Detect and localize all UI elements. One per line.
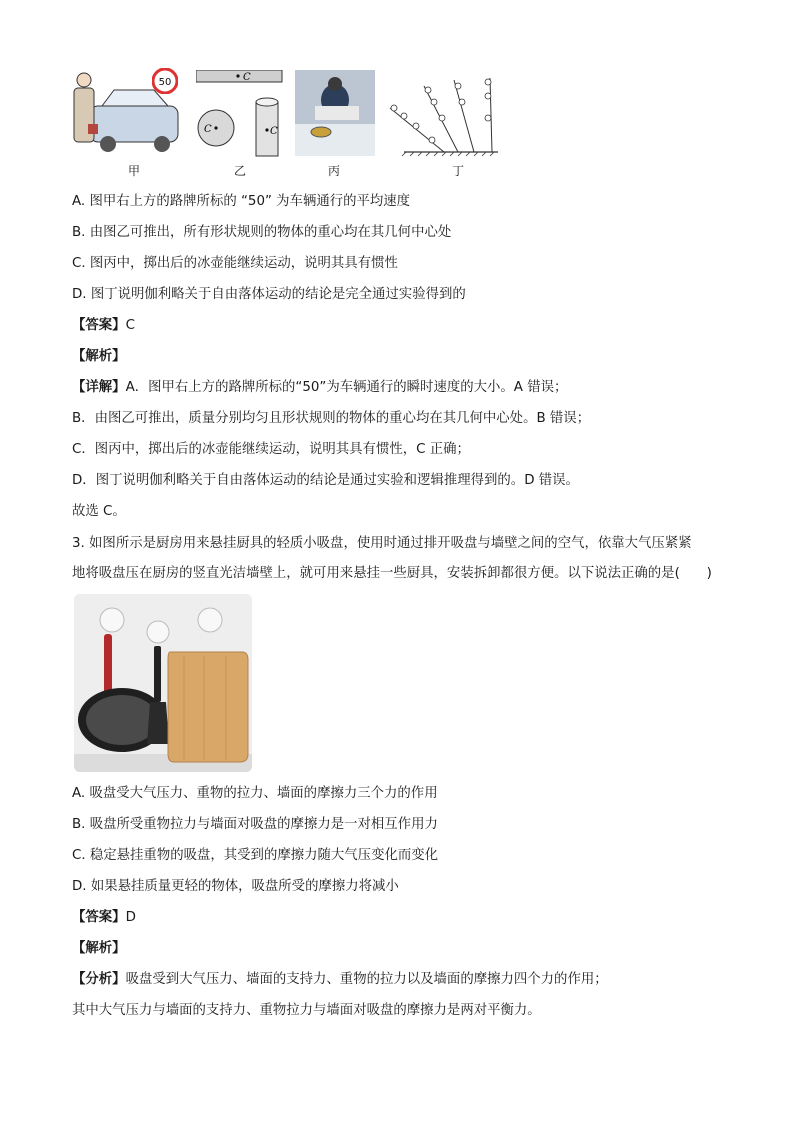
figure-bing-curling-photo — [295, 70, 375, 156]
figure-label-yi: 乙 — [233, 164, 246, 178]
q2-detail-label: 【详解】 — [72, 380, 126, 395]
figure-label-jia: 甲 — [127, 164, 140, 178]
q3-answer-label: 【答案】 — [72, 910, 126, 925]
q3-option-d: D. 如果悬挂质量更轻的物体，吸盘所受的摩擦力将减小 — [72, 879, 399, 894]
speed-sign-icon — [152, 68, 178, 94]
q3-stem-line-2: 地将吸盘压在厨房的竖直光洁墙壁上，就可用来悬挂一些厨具，安装拆卸都很方便。以下说法正确的是( ) — [72, 566, 712, 581]
q2-answer — [72, 316, 135, 336]
q3-answer-value: D — [125, 910, 136, 925]
q3-option-a: A. 吸盘受大气压力、重物的拉力、墙面的摩擦力三个力的作用 — [72, 786, 438, 801]
kitchen-hooks-illustration — [74, 594, 252, 772]
q2-analysis-label: 【解析】 — [72, 349, 126, 364]
q3-analysis-label: 【解析】 — [72, 941, 126, 956]
figure-yi-centers — [196, 70, 286, 160]
q3-fenxi-text: 吸盘受到大气压力、墙面的支持力、重物的拉力以及墙面的摩擦力四个力的作用； — [125, 972, 608, 987]
q2-option-d: D. 图丁说明伽利略关于自由落体运动的结论是完全通过实验得到的 — [72, 287, 466, 302]
q3-analysis-heading — [72, 939, 126, 959]
q2-explanation-a-text: A．图甲右上方的路牌所标的“50”为车辆通行的瞬时速度的大小。A 错误； — [125, 380, 568, 395]
q2-option-c: C. 图丙中，掷出后的冰壶能继续运动，说明其具有惯性 — [72, 256, 398, 271]
cylinder-center-label: C — [270, 126, 278, 137]
speed-sign-number: 50 — [158, 77, 172, 88]
q2-explanation-c: C．图丙中，掷出后的冰壶能继续运动，说明其具有惯性，C 正确； — [72, 442, 470, 457]
q3-stem-line-1: 3. 如图所示是厨房用来悬挂厨具的轻质小吸盘，使用时通过排开吸盘与墙壁之间的空气，依靠大气压紧紧 — [72, 536, 692, 551]
q2-conclusion: 故选 C。 — [72, 504, 126, 519]
q3-fenxi — [72, 970, 608, 990]
q2-explanation-d: D．图丁说明伽利略关于自由落体运动的结论是通过实验和逻辑推理得到的。D 错误。 — [72, 473, 579, 488]
q2-option-b: B. 由图乙可推出，所有形状规则的物体的重心均在其几何中心处 — [72, 225, 452, 240]
sphere-center-label: C — [204, 124, 212, 135]
q3-option-b: B. 吸盘所受重物拉力与墙面对吸盘的摩擦力是一对相互作用力 — [72, 817, 438, 832]
q3-answer — [72, 908, 136, 928]
figure-label-ding: 丁 — [451, 164, 464, 178]
q2-explanation-a — [72, 378, 567, 398]
q2-answer-value: C — [125, 318, 135, 333]
q3-fenxi-label: 【分析】 — [72, 972, 126, 987]
q2-option-a: A. 图甲右上方的路牌所标的 “50” 为车辆通行的平均速度 — [72, 194, 411, 209]
bar-center-label: C — [243, 72, 251, 83]
q2-explanation-b: B．由图乙可推出，质量分别均匀且形状规则的物体的重心均在其几何中心处。B 错误； — [72, 411, 591, 426]
q3-balance-line: 其中大气压力与墙面的支持力、重物拉力与墙面对吸盘的摩擦力是两对平衡力。 — [72, 1003, 541, 1018]
figure-ding-inclined-planes — [386, 74, 502, 158]
q3-kitchen-hooks-photo — [74, 594, 252, 772]
q3-option-c: C. 稳定悬挂重物的吸盘，其受到的摩擦力随大气压变化而变化 — [72, 848, 439, 863]
q2-answer-label: 【答案】 — [72, 318, 126, 333]
q2-figure-row — [72, 68, 512, 178]
q2-analysis-heading — [72, 347, 126, 367]
figure-label-bing: 丙 — [327, 164, 340, 178]
